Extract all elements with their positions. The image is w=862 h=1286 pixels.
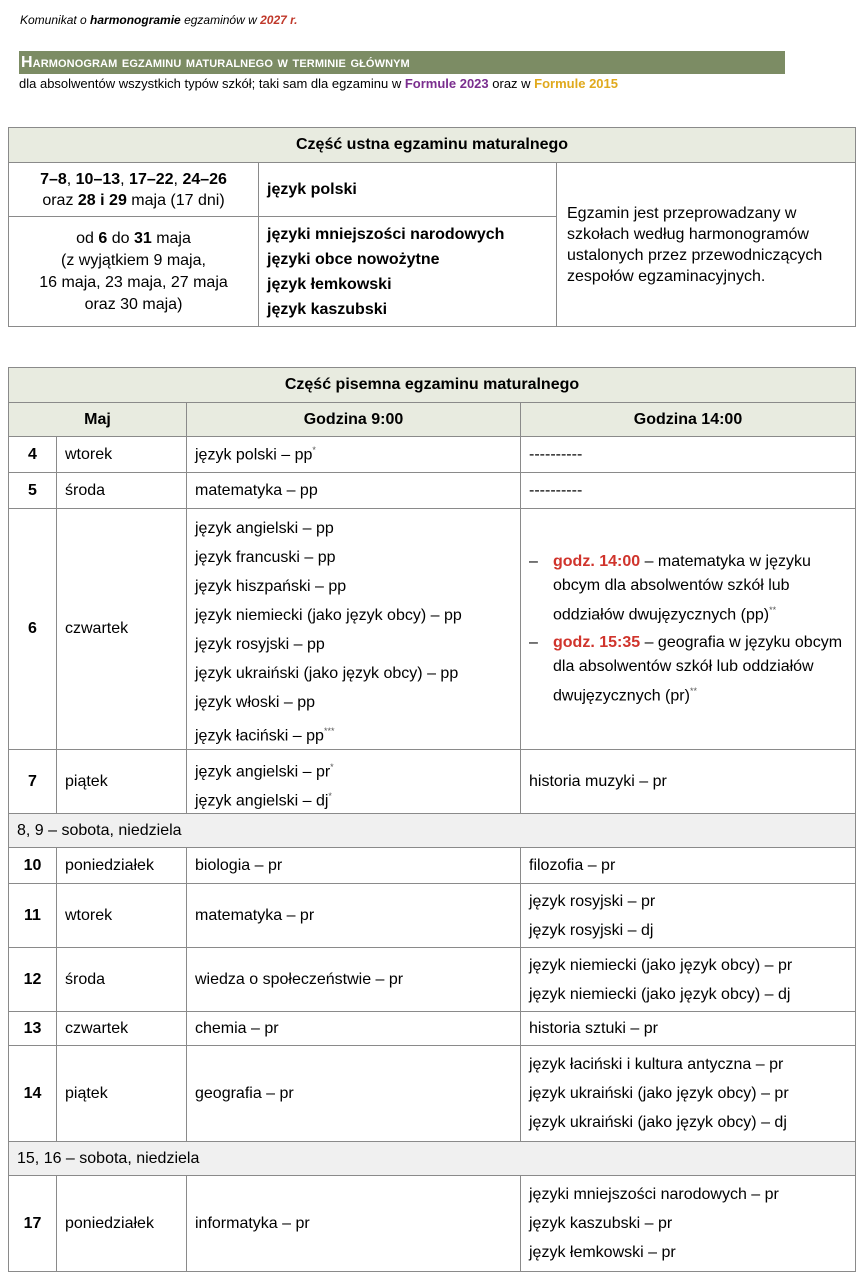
table-row: 12 środa wiedza o społeczeństwie – pr język niemiecki (jako język obcy) – pr język niemiecki (jako język obcy) – dj bbox=[9, 948, 856, 1012]
weekend-row: 8, 9 – sobota, niedziela bbox=[9, 814, 856, 848]
oral-exam-table bbox=[8, 127, 856, 327]
written-header: Część pisemna egzaminu maturalnego bbox=[9, 368, 856, 403]
col-month: Maj bbox=[9, 403, 187, 437]
schedule-subtitle: dla absolwentów wszystkich typów szkół; taki sam dla egzaminu w Formule 2023 oraz w Formule 2015 bbox=[19, 76, 618, 91]
table-row: 6 czwartek język angielski – pp język francuski – pp język hiszpański – pp język niemiecki (jako język obcy) – pp język rosyjski – pp język ukraiński (jako język obcy) – pp język włoski – pp język łaciński – pp*** – godz. 14:00 – matematyka w języku obcym dla absolwentów szkół lub oddziałów dwujęzycznych (pp)** – godz. 15:35 – geografia w języku obcym dla absolwentów szkół lub oddziałów dwujęzycznych (pr)** bbox=[9, 509, 856, 750]
communique-note: Komunikat o harmonogramie egzaminów w 2027 r. bbox=[20, 13, 298, 27]
weekend-row: 15, 16 – sobota, niedziela bbox=[9, 1142, 856, 1176]
table-row: 17 poniedziałek informatyka – pr języki mniejszości narodowych – pr język kaszubski – pr język łemkowski – pr bbox=[9, 1176, 856, 1272]
oral-dates-polish: 7–8, 10–13, 17–22, 24–26 oraz 28 i 29 maja (17 dni) bbox=[9, 163, 259, 217]
oral-dates-other: od 6 do 31 maja (z wyjątkiem 9 maja, 16 maja, 23 maja, 27 maja oraz 30 maja) bbox=[9, 217, 259, 327]
table-row: 5 środa matematyka – pp ---------- bbox=[9, 473, 856, 509]
pm-item-math-foreign: – godz. 14:00 – matematyka w języku obcym dla absolwentów szkół lub oddziałów dwujęzycznych (pp)** bbox=[529, 553, 811, 624]
oral-subjects-other: języki mniejszości narodowych języki obce nowożytne język łemkowski język kaszubski bbox=[259, 217, 557, 327]
schedule-title-banner: Harmonogram egzaminu maturalnego w terminie głównym bbox=[19, 51, 785, 74]
oral-subject-polish: język polski bbox=[259, 163, 557, 217]
col-9am: Godzina 9:00 bbox=[187, 403, 521, 437]
table-row: 7 piątek język angielski – pr* język angielski – dj* historia muzyki – pr bbox=[9, 750, 856, 814]
table-row: 4 wtorek język polski – pp* ---------- bbox=[9, 437, 856, 473]
table-row: 10 poniedziałek biologia – pr filozofia – pr bbox=[9, 848, 856, 884]
table-row: 14 piątek geografia – pr język łaciński i kultura antyczna – pr język ukraiński (jako język obcy) – pr język ukraiński (jako język obcy) – dj bbox=[9, 1046, 856, 1142]
written-exam-table bbox=[8, 367, 856, 1272]
table-row: 11 wtorek matematyka – pr język rosyjski – pr język rosyjski – dj bbox=[9, 884, 856, 948]
oral-note: Egzamin jest przeprowadzany w szkołach według harmonogramów ustalonych przez przewodniczących zespołów egzaminacyjnych. bbox=[557, 163, 856, 327]
col-2pm: Godzina 14:00 bbox=[521, 403, 856, 437]
pm-item-geo-foreign: – godz. 15:35 – geografia w języku obcym dla absolwentów szkół lub oddziałów dwujęzycznych (pr)** bbox=[529, 633, 843, 704]
table-row: 13 czwartek chemia – pr historia sztuki – pr bbox=[9, 1012, 856, 1046]
oral-header: Część ustna egzaminu maturalnego bbox=[9, 128, 856, 163]
